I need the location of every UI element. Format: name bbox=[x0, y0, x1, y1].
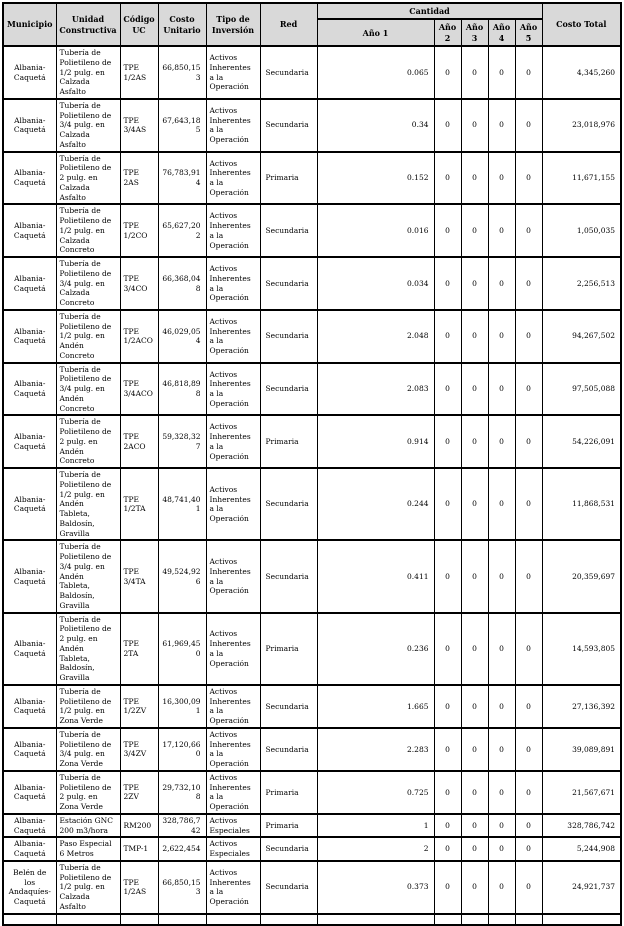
costo-unitario-cell: 66,368,048 bbox=[158, 257, 206, 310]
codigo-uc-cell: TMP-1 bbox=[120, 837, 158, 861]
unidad-constructiva-cell: Paso Especial 6 Metros bbox=[56, 837, 120, 861]
cantidad-anio2-cell: 0 bbox=[434, 152, 461, 205]
red-cell: Secundaria bbox=[260, 204, 317, 257]
cantidad-anio2-cell: 0 bbox=[434, 771, 461, 814]
costo-total-cell: 4,345,260 bbox=[542, 46, 621, 99]
table-row bbox=[3, 771, 621, 814]
header-anio-3: Año 3 bbox=[461, 19, 488, 46]
municipio-cell: Albania-Caquetá bbox=[3, 468, 56, 540]
cantidad-anio2-cell: 0 bbox=[434, 814, 461, 838]
costo-total-cell: 21,567,671 bbox=[542, 771, 621, 814]
header-costo-unitario: Costo Unitario bbox=[158, 3, 206, 46]
cantidad-anio2-cell: 0 bbox=[434, 613, 461, 685]
empty-cell bbox=[542, 914, 621, 925]
codigo-uc-cell: TPE 1/2TA bbox=[120, 468, 158, 540]
municipio-cell: Albania-Caquetá bbox=[3, 257, 56, 310]
costo-total-cell: 94,267,502 bbox=[542, 310, 621, 363]
costo-total-cell: 54,226,091 bbox=[542, 415, 621, 468]
costo-total-cell: 5,244,908 bbox=[542, 837, 621, 861]
empty-cell bbox=[3, 914, 56, 925]
cantidad-anio2-cell: 0 bbox=[434, 837, 461, 861]
cantidad-anio1-cell: 0.411 bbox=[317, 540, 434, 612]
codigo-uc-cell: TPE 1/2ZV bbox=[120, 685, 158, 728]
unidades-constructivas-table bbox=[2, 2, 622, 926]
codigo-uc-cell: TPE 2TA bbox=[120, 613, 158, 685]
cantidad-anio2-cell: 0 bbox=[434, 861, 461, 914]
costo-total-cell: 97,505,088 bbox=[542, 363, 621, 416]
municipio-cell: Albania-Caquetá bbox=[3, 415, 56, 468]
unidad-constructiva-cell: Estación GNC 200 m3/hora bbox=[56, 814, 120, 838]
cantidad-anio3-cell: 0 bbox=[461, 861, 488, 914]
municipio-cell: Albania-Caquetá bbox=[3, 728, 56, 771]
table-row bbox=[3, 728, 621, 771]
red-cell: Secundaria bbox=[260, 99, 317, 152]
costo-unitario-cell: 29,732,108 bbox=[158, 771, 206, 814]
cantidad-anio3-cell: 0 bbox=[461, 363, 488, 416]
cantidad-anio1-cell: 0.065 bbox=[317, 46, 434, 99]
table-row bbox=[3, 152, 621, 205]
cantidad-anio5-cell: 0 bbox=[515, 814, 542, 838]
empty-cell bbox=[120, 914, 158, 925]
municipio-cell: Albania-Caquetá bbox=[3, 771, 56, 814]
unidad-constructiva-cell: Tubería de Polietileno de 3/4 pulg. en Calzada Concreto bbox=[56, 257, 120, 310]
municipio-cell: Albania-Caquetá bbox=[3, 310, 56, 363]
cantidad-anio3-cell: 0 bbox=[461, 99, 488, 152]
tipo-inversion-cell: Activos Especiales bbox=[206, 814, 260, 838]
header-tipo-inversion: Tipo de Inversión bbox=[206, 3, 260, 46]
unidad-constructiva-cell: Tubería de Polietileno de 3/4 pulg. en Andén Concreto bbox=[56, 363, 120, 416]
table-row bbox=[3, 310, 621, 363]
table-row bbox=[3, 685, 621, 728]
cantidad-anio2-cell: 0 bbox=[434, 204, 461, 257]
cantidad-anio2-cell: 0 bbox=[434, 415, 461, 468]
municipio-cell: Albania-Caquetá bbox=[3, 685, 56, 728]
codigo-uc-cell: TPE 1/2ACO bbox=[120, 310, 158, 363]
cantidad-anio5-cell: 0 bbox=[515, 257, 542, 310]
tipo-inversion-cell: Activos Inherentes a la Operación bbox=[206, 728, 260, 771]
red-cell: Primaria bbox=[260, 771, 317, 814]
empty-cell bbox=[461, 914, 488, 925]
unidad-constructiva-cell: Tubería de Polietileno de 2 pulg. en Andén Tableta, Baldosín, Gravilla bbox=[56, 613, 120, 685]
red-cell: Secundaria bbox=[260, 837, 317, 861]
cantidad-anio5-cell: 0 bbox=[515, 685, 542, 728]
cantidad-anio1-cell: 1.665 bbox=[317, 685, 434, 728]
header-anio-4: Año 4 bbox=[488, 19, 515, 46]
cantidad-anio1-cell: 0.373 bbox=[317, 861, 434, 914]
empty-cell bbox=[515, 914, 542, 925]
cantidad-anio3-cell: 0 bbox=[461, 837, 488, 861]
codigo-uc-cell: TPE 2ZV bbox=[120, 771, 158, 814]
codigo-uc-cell: TPE 1/2CO bbox=[120, 204, 158, 257]
cantidad-anio2-cell: 0 bbox=[434, 310, 461, 363]
costo-total-cell: 2,256,513 bbox=[542, 257, 621, 310]
costo-total-cell: 27,136,392 bbox=[542, 685, 621, 728]
header-anio-1: Año 1 bbox=[317, 19, 434, 46]
cantidad-anio2-cell: 0 bbox=[434, 685, 461, 728]
header-red: Red bbox=[260, 3, 317, 46]
cantidad-anio3-cell: 0 bbox=[461, 310, 488, 363]
municipio-cell: Albania-Caquetá bbox=[3, 363, 56, 416]
cantidad-anio5-cell: 0 bbox=[515, 613, 542, 685]
red-cell: Secundaria bbox=[260, 728, 317, 771]
tipo-inversion-cell: Activos Inherentes a la Operación bbox=[206, 257, 260, 310]
tipo-inversion-cell: Activos Inherentes a la Operación bbox=[206, 861, 260, 914]
cantidad-anio5-cell: 0 bbox=[515, 310, 542, 363]
codigo-uc-cell: TPE 3/4AS bbox=[120, 99, 158, 152]
costo-total-cell: 11,671,155 bbox=[542, 152, 621, 205]
cantidad-anio4-cell: 0 bbox=[488, 613, 515, 685]
cantidad-anio4-cell: 0 bbox=[488, 468, 515, 540]
costo-unitario-cell: 66,850,153 bbox=[158, 861, 206, 914]
cantidad-anio4-cell: 0 bbox=[488, 771, 515, 814]
municipio-cell: Belén de los Andaquíes-Caquetá bbox=[3, 861, 56, 914]
cantidad-anio4-cell: 0 bbox=[488, 310, 515, 363]
table-row bbox=[3, 363, 621, 416]
costo-total-cell: 23,018,976 bbox=[542, 99, 621, 152]
cantidad-anio1-cell: 0.016 bbox=[317, 204, 434, 257]
unidad-constructiva-cell: Tubería de Polietileno de 1/2 pulg. en Calzada Asfalto bbox=[56, 861, 120, 914]
cantidad-anio1-cell: 0.34 bbox=[317, 99, 434, 152]
empty-row bbox=[3, 914, 621, 925]
empty-cell bbox=[260, 914, 317, 925]
table-row bbox=[3, 257, 621, 310]
costo-unitario-cell: 66,850,153 bbox=[158, 46, 206, 99]
costo-total-cell: 14,593,805 bbox=[542, 613, 621, 685]
cantidad-anio5-cell: 0 bbox=[515, 99, 542, 152]
costo-unitario-cell: 46,818,898 bbox=[158, 363, 206, 416]
unidad-constructiva-cell: Tubería de Polietileno de 1/2 pulg. en Andén Concreto bbox=[56, 310, 120, 363]
cantidad-anio4-cell: 0 bbox=[488, 99, 515, 152]
table-row bbox=[3, 861, 621, 914]
unidad-constructiva-cell: Tubería de Polietileno de 1/2 pulg. en Zona Verde bbox=[56, 685, 120, 728]
unidad-constructiva-cell: Tubería de Polietileno de 2 pulg. en Andén Concreto bbox=[56, 415, 120, 468]
costo-total-cell: 24,921,737 bbox=[542, 861, 621, 914]
codigo-uc-cell: TPE 3/4CO bbox=[120, 257, 158, 310]
cantidad-anio1-cell: 2.048 bbox=[317, 310, 434, 363]
table-header bbox=[3, 3, 621, 46]
header-municipio: Municipio bbox=[3, 3, 56, 46]
unidad-constructiva-cell: Tubería de Polietileno de 3/4 pulg. en Zona Verde bbox=[56, 728, 120, 771]
costo-unitario-cell: 2,622,454 bbox=[158, 837, 206, 861]
red-cell: Secundaria bbox=[260, 540, 317, 612]
costo-unitario-cell: 67,643,185 bbox=[158, 99, 206, 152]
unidad-constructiva-cell: Tubería de Polietileno de 2 pulg. en Calzada Asfalto bbox=[56, 152, 120, 205]
empty-cell bbox=[434, 914, 461, 925]
table-row bbox=[3, 99, 621, 152]
table-row bbox=[3, 613, 621, 685]
header-unidad-constructiva: Unidad Constructiva bbox=[56, 3, 120, 46]
cantidad-anio5-cell: 0 bbox=[515, 837, 542, 861]
codigo-uc-cell: TPE 3/4ZV bbox=[120, 728, 158, 771]
cantidad-anio2-cell: 0 bbox=[434, 468, 461, 540]
cantidad-anio5-cell: 0 bbox=[515, 771, 542, 814]
cantidad-anio3-cell: 0 bbox=[461, 540, 488, 612]
tipo-inversion-cell: Activos Especiales bbox=[206, 837, 260, 861]
unidad-constructiva-cell: Tubería de Polietileno de 3/4 pulg. en Calzada Asfalto bbox=[56, 99, 120, 152]
cantidad-anio4-cell: 0 bbox=[488, 814, 515, 838]
cantidad-anio5-cell: 0 bbox=[515, 46, 542, 99]
costo-unitario-cell: 61,969,450 bbox=[158, 613, 206, 685]
codigo-uc-cell: TPE 2AS bbox=[120, 152, 158, 205]
tipo-inversion-cell: Activos Inherentes a la Operación bbox=[206, 99, 260, 152]
municipio-cell: Albania-Caquetá bbox=[3, 814, 56, 838]
empty-cell bbox=[56, 914, 120, 925]
municipio-cell: Albania-Caquetá bbox=[3, 613, 56, 685]
cantidad-anio2-cell: 0 bbox=[434, 728, 461, 771]
cantidad-anio1-cell: 2 bbox=[317, 837, 434, 861]
tipo-inversion-cell: Activos Inherentes a la Operación bbox=[206, 540, 260, 612]
costo-total-cell: 39,089,891 bbox=[542, 728, 621, 771]
table-row bbox=[3, 46, 621, 99]
tipo-inversion-cell: Activos Inherentes a la Operación bbox=[206, 613, 260, 685]
empty-cell bbox=[317, 914, 434, 925]
costo-total-cell: 328,786,742 bbox=[542, 814, 621, 838]
cantidad-anio1-cell: 2.083 bbox=[317, 363, 434, 416]
cantidad-anio5-cell: 0 bbox=[515, 415, 542, 468]
cantidad-anio1-cell: 0.152 bbox=[317, 152, 434, 205]
codigo-uc-cell: RM200 bbox=[120, 814, 158, 838]
tipo-inversion-cell: Activos Inherentes a la Operación bbox=[206, 685, 260, 728]
cantidad-anio5-cell: 0 bbox=[515, 540, 542, 612]
red-cell: Secundaria bbox=[260, 310, 317, 363]
red-cell: Secundaria bbox=[260, 46, 317, 99]
costo-unitario-cell: 65,627,202 bbox=[158, 204, 206, 257]
cantidad-anio1-cell: 0.725 bbox=[317, 771, 434, 814]
cantidad-anio3-cell: 0 bbox=[461, 415, 488, 468]
costo-unitario-cell: 76,783,914 bbox=[158, 152, 206, 205]
costo-total-cell: 1,050,035 bbox=[542, 204, 621, 257]
table-row bbox=[3, 415, 621, 468]
costo-total-cell: 11,868,531 bbox=[542, 468, 621, 540]
cantidad-anio5-cell: 0 bbox=[515, 204, 542, 257]
unidad-constructiva-cell: Tubería de Polietileno de 1/2 pulg. en Andén Tableta, Baldosín, Gravilla bbox=[56, 468, 120, 540]
cantidad-anio1-cell: 0.914 bbox=[317, 415, 434, 468]
cantidad-anio4-cell: 0 bbox=[488, 46, 515, 99]
cantidad-anio3-cell: 0 bbox=[461, 728, 488, 771]
red-cell: Secundaria bbox=[260, 861, 317, 914]
tipo-inversion-cell: Activos Inherentes a la Operación bbox=[206, 204, 260, 257]
red-cell: Secundaria bbox=[260, 468, 317, 540]
header-anio-2: Año 2 bbox=[434, 19, 461, 46]
tipo-inversion-cell: Activos Inherentes a la Operación bbox=[206, 46, 260, 99]
cantidad-anio4-cell: 0 bbox=[488, 728, 515, 771]
tipo-inversion-cell: Activos Inherentes a la Operación bbox=[206, 363, 260, 416]
table-row bbox=[3, 204, 621, 257]
cantidad-anio3-cell: 0 bbox=[461, 468, 488, 540]
table-body bbox=[3, 46, 621, 914]
cantidad-anio5-cell: 0 bbox=[515, 363, 542, 416]
red-cell: Primaria bbox=[260, 814, 317, 838]
cantidad-anio4-cell: 0 bbox=[488, 363, 515, 416]
empty-cell bbox=[206, 914, 260, 925]
cantidad-anio2-cell: 0 bbox=[434, 363, 461, 416]
unidad-constructiva-cell: Tubería de Polietileno de 1/2 pulg. en Calzada Asfalto bbox=[56, 46, 120, 99]
costo-unitario-cell: 46,029,054 bbox=[158, 310, 206, 363]
cantidad-anio3-cell: 0 bbox=[461, 152, 488, 205]
codigo-uc-cell: TPE 3/4TA bbox=[120, 540, 158, 612]
cantidad-anio5-cell: 0 bbox=[515, 152, 542, 205]
red-cell: Primaria bbox=[260, 152, 317, 205]
cantidad-anio1-cell: 0.236 bbox=[317, 613, 434, 685]
empty-cell bbox=[488, 914, 515, 925]
cantidad-anio1-cell: 0.034 bbox=[317, 257, 434, 310]
cantidad-anio4-cell: 0 bbox=[488, 685, 515, 728]
cantidad-anio5-cell: 0 bbox=[515, 861, 542, 914]
cantidad-anio1-cell: 1 bbox=[317, 814, 434, 838]
cantidad-anio4-cell: 0 bbox=[488, 540, 515, 612]
cantidad-anio4-cell: 0 bbox=[488, 837, 515, 861]
municipio-cell: Albania-Caquetá bbox=[3, 46, 56, 99]
costo-unitario-cell: 16,300,091 bbox=[158, 685, 206, 728]
codigo-uc-cell: TPE 2ACO bbox=[120, 415, 158, 468]
municipio-cell: Albania-Caquetá bbox=[3, 540, 56, 612]
table-row bbox=[3, 837, 621, 861]
tipo-inversion-cell: Activos Inherentes a la Operación bbox=[206, 468, 260, 540]
table-row bbox=[3, 468, 621, 540]
cantidad-anio2-cell: 0 bbox=[434, 46, 461, 99]
cantidad-anio3-cell: 0 bbox=[461, 685, 488, 728]
costo-unitario-cell: 49,524,926 bbox=[158, 540, 206, 612]
cantidad-anio1-cell: 2.283 bbox=[317, 728, 434, 771]
header-cantidad: Cantidad bbox=[317, 3, 542, 19]
tipo-inversion-cell: Activos Inherentes a la Operación bbox=[206, 310, 260, 363]
red-cell: Secundaria bbox=[260, 685, 317, 728]
codigo-uc-cell: TPE 3/4ACO bbox=[120, 363, 158, 416]
costo-total-cell: 20,359,697 bbox=[542, 540, 621, 612]
unidad-constructiva-cell: Tubería de Polietileno de 1/2 pulg. en Calzada Concreto bbox=[56, 204, 120, 257]
unidad-constructiva-cell: Tubería de Polietileno de 3/4 pulg. en Andén Tableta, Baldosín, Gravilla bbox=[56, 540, 120, 612]
cantidad-anio2-cell: 0 bbox=[434, 257, 461, 310]
cantidad-anio3-cell: 0 bbox=[461, 257, 488, 310]
cantidad-anio5-cell: 0 bbox=[515, 468, 542, 540]
tipo-inversion-cell: Activos Inherentes a la Operación bbox=[206, 152, 260, 205]
table-row bbox=[3, 814, 621, 838]
table-row bbox=[3, 540, 621, 612]
municipio-cell: Albania-Caquetá bbox=[3, 152, 56, 205]
costo-unitario-cell: 48,741,401 bbox=[158, 468, 206, 540]
cantidad-anio4-cell: 0 bbox=[488, 152, 515, 205]
codigo-uc-cell: TPE 1/2AS bbox=[120, 46, 158, 99]
cantidad-anio3-cell: 0 bbox=[461, 46, 488, 99]
cantidad-anio3-cell: 0 bbox=[461, 771, 488, 814]
tipo-inversion-cell: Activos Inherentes a la Operación bbox=[206, 771, 260, 814]
costo-unitario-cell: 17,120,660 bbox=[158, 728, 206, 771]
cantidad-anio4-cell: 0 bbox=[488, 861, 515, 914]
municipio-cell: Albania-Caquetá bbox=[3, 204, 56, 257]
cantidad-anio1-cell: 0.244 bbox=[317, 468, 434, 540]
cantidad-anio3-cell: 0 bbox=[461, 204, 488, 257]
costo-unitario-cell: 328,786,742 bbox=[158, 814, 206, 838]
tipo-inversion-cell: Activos Inherentes a la Operación bbox=[206, 415, 260, 468]
empty-cell bbox=[158, 914, 206, 925]
red-cell: Primaria bbox=[260, 415, 317, 468]
cantidad-anio4-cell: 0 bbox=[488, 415, 515, 468]
cantidad-anio2-cell: 0 bbox=[434, 540, 461, 612]
header-codigo-uc: Código UC bbox=[120, 3, 158, 46]
cantidad-anio4-cell: 0 bbox=[488, 257, 515, 310]
unidad-constructiva-cell: Tubería de Polietileno de 2 pulg. en Zona Verde bbox=[56, 771, 120, 814]
cantidad-anio3-cell: 0 bbox=[461, 613, 488, 685]
cantidad-anio3-cell: 0 bbox=[461, 814, 488, 838]
cantidad-anio2-cell: 0 bbox=[434, 99, 461, 152]
cantidad-anio4-cell: 0 bbox=[488, 204, 515, 257]
header-costo-total: Costo Total bbox=[542, 3, 621, 46]
red-cell: Secundaria bbox=[260, 257, 317, 310]
red-cell: Secundaria bbox=[260, 363, 317, 416]
codigo-uc-cell: TPE 1/2AS bbox=[120, 861, 158, 914]
municipio-cell: Albania-Caquetá bbox=[3, 837, 56, 861]
costo-unitario-cell: 59,328,327 bbox=[158, 415, 206, 468]
municipio-cell: Albania-Caquetá bbox=[3, 99, 56, 152]
header-anio-5: Año 5 bbox=[515, 19, 542, 46]
cantidad-anio5-cell: 0 bbox=[515, 728, 542, 771]
red-cell: Primaria bbox=[260, 613, 317, 685]
